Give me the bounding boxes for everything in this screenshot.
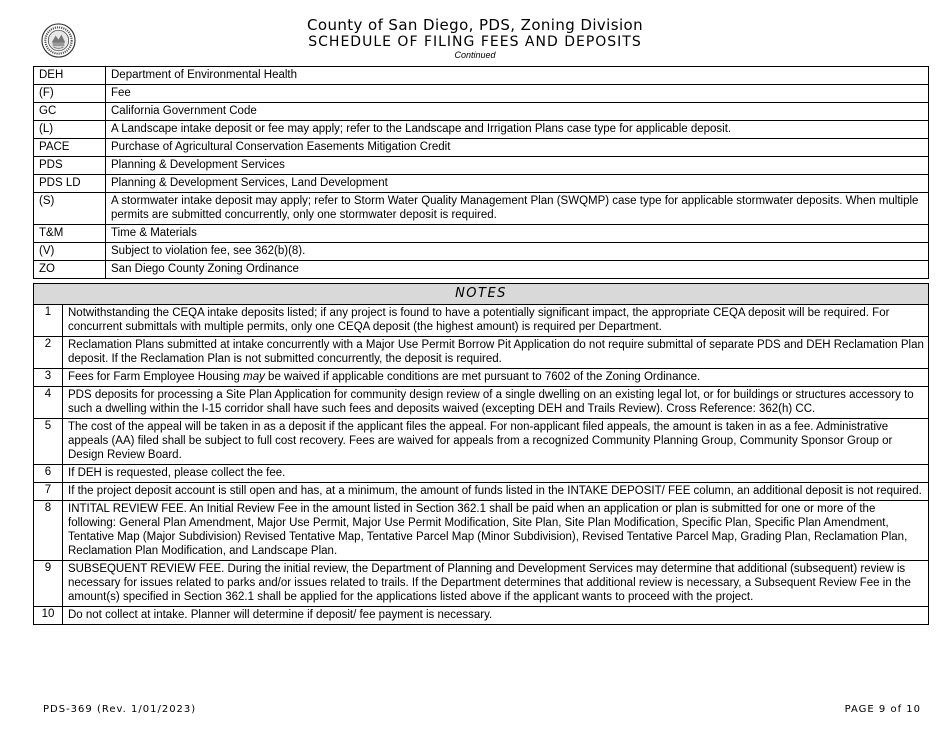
- abbreviation-row: [34, 157, 929, 175]
- note-row: [34, 305, 929, 337]
- abbreviation-row: [34, 261, 929, 279]
- note-row: [34, 483, 929, 501]
- note-row: [34, 419, 929, 465]
- note-text: INTITAL REVIEW FEE. An Initial Review Fee in the amount listed in Section 362.1 shall be paid when an application or plan is submitted for one or more of the following: General Plan Amendment, Major Use Permit, Major Use Permit Modification, Site Plan, Site Plan Modification, Specific Plan, Specific Plan Amendment, Tentative Map (Major Subdivision) Revised Tentative Map, Tentative Parcel Map (Minor Subdivision), Revised Tentative Parcel Map, Grading Plan, Reclamation Plan, Reclamation Plan Modification, and Landscape Plan.: [63, 501, 929, 561]
- notes-header: NOTES: [33, 283, 929, 305]
- schedule-title: SCHEDULE OF FILING FEES AND DEPOSITS: [308, 34, 642, 50]
- abbreviation-key: (V): [34, 243, 106, 261]
- note-row: [34, 561, 929, 607]
- note-number: 2: [34, 337, 63, 369]
- abbreviation-description: San Diego County Zoning Ordinance: [106, 261, 929, 279]
- note-text: PDS deposits for processing a Site Plan Application for community design review of a single dwelling on an existing legal lot, or for buildings or structures accessory to such a dwelling within the I-15 corridor shall have such fees and deposits waived (excepting DEH and Trails Review). Cross Reference: 362(h) CC.: [63, 387, 929, 419]
- abbreviation-description: California Government Code: [106, 103, 929, 121]
- note-row: [34, 607, 929, 625]
- note-number: 9: [34, 561, 63, 607]
- abbreviation-key: PDS LD: [34, 175, 106, 193]
- abbreviation-row: [34, 121, 929, 139]
- note-text-part: Fees for Farm Employee Housing: [68, 371, 244, 383]
- abbreviation-row: [34, 193, 929, 225]
- abbreviation-key: ZO: [34, 261, 106, 279]
- abbreviation-key: (S): [34, 193, 106, 225]
- abbreviation-description: Purchase of Agricultural Conservation Easements Mitigation Credit: [106, 139, 929, 157]
- abbreviation-key: PDS: [34, 157, 106, 175]
- abbreviation-row: [34, 225, 929, 243]
- note-text: SUBSEQUENT REVIEW FEE. During the initial review, the Department of Planning and Development Services may determine that additional (subsequent) review is necessary for issues related to parks and/or issues related to trails. If the Department determines that additional review is necessary, a Subsequent Review Fee in the amount(s) specified in Section 362.1 shall be applied for the applications listed above if the applicant wants to proceed with the project.: [63, 561, 929, 607]
- abbreviation-row: [34, 139, 929, 157]
- abbreviation-key: DEH: [34, 67, 106, 85]
- abbreviation-key: (F): [34, 85, 106, 103]
- note-text: The cost of the appeal will be taken in as a deposit if the applicant files the appeal. For non-applicant filed appeals, the amount is taken in as a fee. Administrative appeals (AA) filed shall be subject to full cost recovery. Fees are waived for appeals from a recognized Community Planning Group, Community Sponsor Group or Design Review Board.: [63, 419, 929, 465]
- note-text-emphasis: may: [243, 371, 265, 383]
- note-text: If the project deposit account is still open and has, at a minimum, the amount of funds listed in the INTAKE DEPOSIT/ FEE column, an additional deposit is not required.: [63, 483, 929, 501]
- abbreviation-row: [34, 175, 929, 193]
- note-number: 4: [34, 387, 63, 419]
- note-text: [63, 369, 929, 387]
- note-number: 3: [34, 369, 63, 387]
- note-number: 8: [34, 501, 63, 561]
- note-number: 5: [34, 419, 63, 465]
- county-division-title: County of San Diego, PDS, Zoning Division: [307, 16, 643, 34]
- abbreviation-key: (L): [34, 121, 106, 139]
- note-row: [34, 465, 929, 483]
- abbreviation-description: Subject to violation fee, see 362(b)(8).: [106, 243, 929, 261]
- note-number: 10: [34, 607, 63, 625]
- abbreviation-key: PACE: [34, 139, 106, 157]
- form-id: PDS-369 (Rev. 1/01/2023): [43, 704, 197, 715]
- note-row: [34, 501, 929, 561]
- abbreviation-row: [34, 103, 929, 121]
- notes-table: [33, 304, 929, 625]
- note-row: [34, 387, 929, 419]
- note-number: 6: [34, 465, 63, 483]
- abbreviation-description: Planning & Development Services: [106, 157, 929, 175]
- abbreviation-row: [34, 85, 929, 103]
- continued-label: Continued: [454, 50, 496, 60]
- note-text: Reclamation Plans submitted at intake concurrently with a Major Use Permit Borrow Pit Application do not require submittal of separate PDS and DEH Reclamation Plan deposit. If the Reclamation Plan is not submitted concurrently, the deposit is required.: [63, 337, 929, 369]
- abbreviation-row: [34, 67, 929, 85]
- abbreviation-description: A stormwater intake deposit may apply; refer to Storm Water Quality Management Plan (SWQMP) case type for applicable stormwater deposits. When multiple permits are submitted concurrently, only one stormwater deposit is required.: [106, 193, 929, 225]
- abbreviation-description: Fee: [106, 85, 929, 103]
- note-number: 1: [34, 305, 63, 337]
- note-text: Do not collect at intake. Planner will determine if deposit/ fee payment is necessary.: [63, 607, 929, 625]
- note-row: [34, 369, 929, 387]
- abbreviations-table: [33, 66, 929, 279]
- abbreviation-row: [34, 243, 929, 261]
- abbreviation-description: Time & Materials: [106, 225, 929, 243]
- abbreviation-description: Planning & Development Services, Land Development: [106, 175, 929, 193]
- note-text-part: be waived if applicable conditions are met pursuant to 7602 of the Zoning Ordinance.: [264, 371, 701, 383]
- note-number: 7: [34, 483, 63, 501]
- abbreviation-key: GC: [34, 103, 106, 121]
- note-text: If DEH is requested, please collect the fee.: [63, 465, 929, 483]
- note-text: Notwithstanding the CEQA intake deposits listed; if any project is found to have a potentially significant impact, the appropriate CEQA deposit will be required. For concurrent submittals with multiple permits, only one CEQA deposit (the highest amount) is required per Department.: [63, 305, 929, 337]
- page-number: PAGE 9 of 10: [844, 704, 921, 715]
- note-row: [34, 337, 929, 369]
- abbreviation-description: A Landscape intake deposit or fee may apply; refer to the Landscape and Irrigation Plans case type for applicable deposit.: [106, 121, 929, 139]
- abbreviation-description: Department of Environmental Health: [106, 67, 929, 85]
- abbreviation-key: T&M: [34, 225, 106, 243]
